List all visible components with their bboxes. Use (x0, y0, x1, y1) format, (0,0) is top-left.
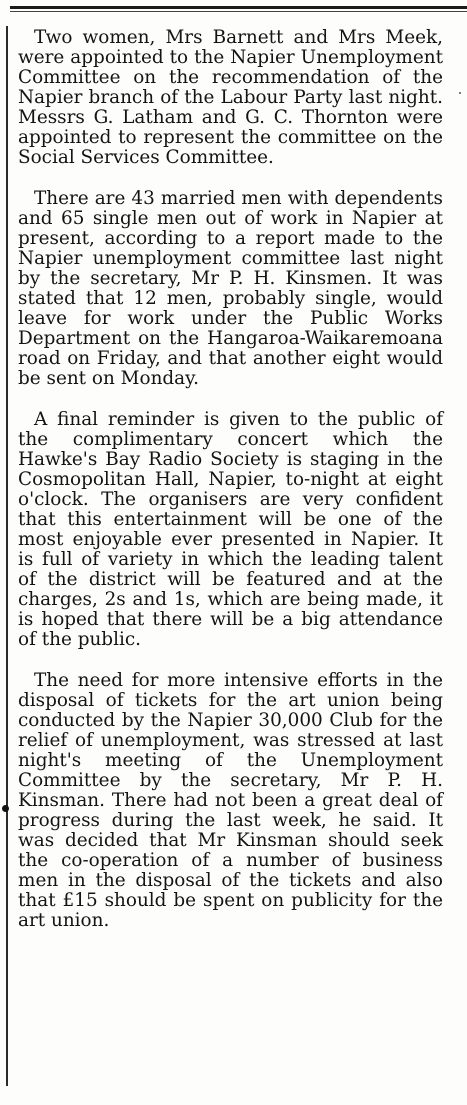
paragraph-committee-appointments: Two women, Mrs Barnett and Mrs Meek, were appointed to the Napier Unemployment Committee on the recommendation of the Napier branch of the Labour Party last night. Messrs G. Latham and G. C. Thornton were appointed to represent the committee on the Social Services Committee. (18, 27, 443, 168)
article-column (18, 28, 443, 931)
paragraph-radio-society-concert: A final reminder is given to the public of the complimentary concert which the Hawke's Bay Radio Society is staging in the Cosmopolitan Hall, Napier, to-night at eight o'clock. The organisers are very confident that this entertainment will be one of the most enjoyable ever presented in Napier. It is full of variety in which the leading talent of the district will be featured and at the charges, 2s and 1s, which are being made, it is hoped that there will be a big attendance of the public. (18, 409, 443, 650)
paragraph-unemployment-figures: There are 43 married men with dependents and 65 single men out of work in Napier at present, according to a report made to the Napier unemployment committee last night by the secretary, Mr P. H. Kinsmen. It was stated that 12 men, probably single, would leave for work under the Public Works Department on the Hangaroa-Waikaremoana road on Friday, and that another eight would be sent on Monday. (18, 188, 443, 389)
print-speck (459, 92, 461, 94)
paragraph-bullet-mark (2, 805, 9, 812)
column-top-rule-thin (10, 11, 467, 12)
paragraph-art-union-tickets: The need for more intensive efforts in the disposal of tickets for the art union being conducted by the Napier 30,000 Club for the relief of unemployment, was stressed at last night's meeting of the Unemployment Committee by the secretary, Mr P. H. Kinsman. There had not been a great deal of progress during the last week, he said. It was decided that Mr Kinsman should seek the co-operation of a number of business men in the disposal of the tickets and also that £15 should be spent on publicity for the art union. (18, 670, 443, 931)
column-top-rule (10, 6, 467, 9)
column-left-rule (6, 26, 8, 1086)
